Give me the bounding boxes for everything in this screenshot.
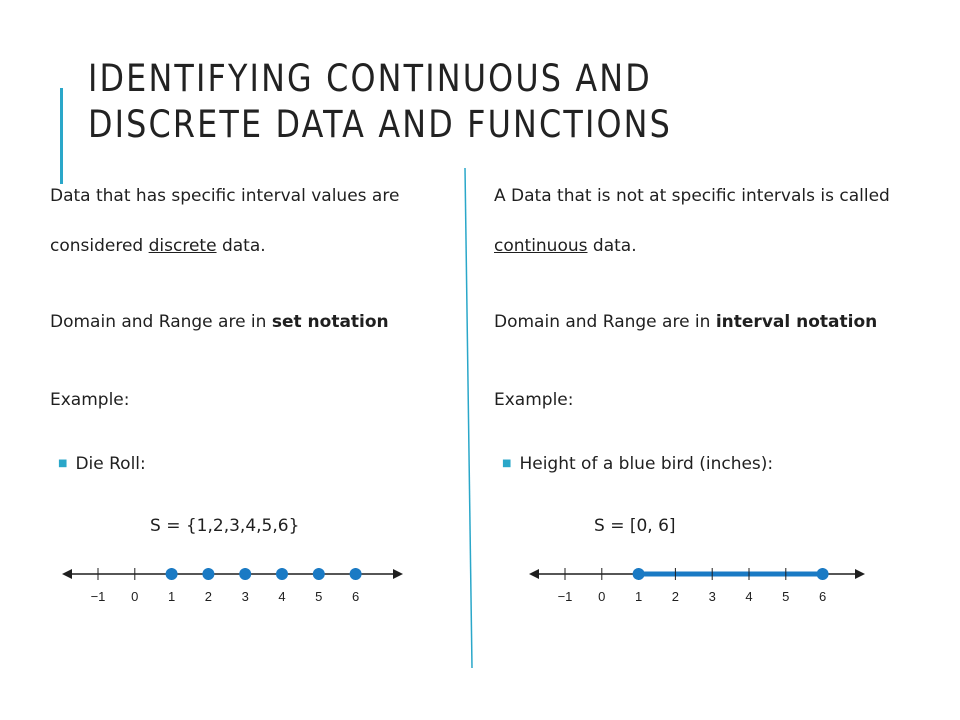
continuous-point-marker (633, 568, 645, 580)
continuous-term: continuous (494, 236, 588, 256)
continuous-example-bullet (502, 454, 773, 474)
continuous-tick-label: 2 (671, 589, 680, 604)
continuous-tick-label: 6 (818, 589, 827, 604)
continuous-right-arrow-icon (855, 569, 865, 579)
continuous-definition-line2 (494, 236, 637, 256)
discrete-tick-label: 4 (278, 589, 286, 604)
continuous-left-arrow-icon (529, 569, 539, 579)
discrete-tick-label: 6 (351, 589, 360, 604)
continuous-point-marker (817, 568, 829, 580)
discrete-tick-label: 0 (131, 589, 139, 604)
discrete-notation-text (50, 312, 389, 332)
continuous-definition-suffix: data. (587, 236, 637, 256)
discrete-tick-label: 3 (241, 589, 249, 604)
continuous-tick-label: −1 (557, 589, 573, 604)
interval-notation-term: interval notation (715, 312, 878, 332)
discrete-definition-suffix: data. (216, 236, 266, 256)
bullet-icon: ■ (58, 458, 68, 469)
continuous-tick-label: 5 (782, 589, 790, 604)
continuous-example-label: Example: (494, 390, 574, 410)
discrete-point-marker (350, 568, 362, 580)
continuous-definition-line1: A Data that is not at specific intervals is called (494, 186, 890, 206)
discrete-definition-prefix: considered (50, 236, 149, 256)
discrete-left-arrow-icon (62, 569, 72, 579)
discrete-notation-prefix: Domain and Range are in (50, 312, 272, 332)
discrete-point-marker (202, 568, 214, 580)
continuous-notation-text (494, 312, 877, 332)
slide-title: IDENTIFYING CONTINUOUS AND DISCRETE DATA AND FUNCTIONS (88, 57, 672, 146)
bullet-icon: ■ (502, 458, 512, 469)
discrete-point-marker (276, 568, 288, 580)
discrete-tick-label: 2 (204, 589, 213, 604)
continuous-tick-label: 4 (745, 589, 753, 604)
discrete-number-line (60, 560, 405, 610)
discrete-set-expression: S = {1,2,3,4,5,6} (150, 516, 300, 536)
discrete-tick-label: 5 (315, 589, 323, 604)
continuous-interval-expression: S = [0, 6] (594, 516, 676, 536)
discrete-tick-label: −1 (90, 589, 106, 604)
discrete-point-marker (239, 568, 251, 580)
discrete-definition-line2 (50, 236, 266, 256)
discrete-tick-label: 1 (167, 589, 176, 604)
set-notation-term: set notation (271, 312, 389, 332)
discrete-definition-line1: Data that has specific interval values are (50, 186, 400, 206)
discrete-term: discrete (148, 236, 217, 256)
discrete-right-arrow-icon (393, 569, 403, 579)
continuous-notation-prefix: Domain and Range are in (494, 312, 716, 332)
continuous-tick-label: 0 (598, 589, 606, 604)
blue-bird-height-label: Height of a blue bird (inches): (519, 454, 774, 474)
continuous-number-line (527, 560, 867, 610)
continuous-tick-label: 3 (708, 589, 716, 604)
discrete-point-marker (313, 568, 325, 580)
discrete-point-marker (166, 568, 178, 580)
die-roll-label: Die Roll: (75, 454, 146, 474)
discrete-example-label: Example: (50, 390, 130, 410)
title-accent-bar (60, 88, 63, 184)
continuous-tick-label: 1 (634, 589, 643, 604)
discrete-example-bullet (58, 454, 146, 474)
